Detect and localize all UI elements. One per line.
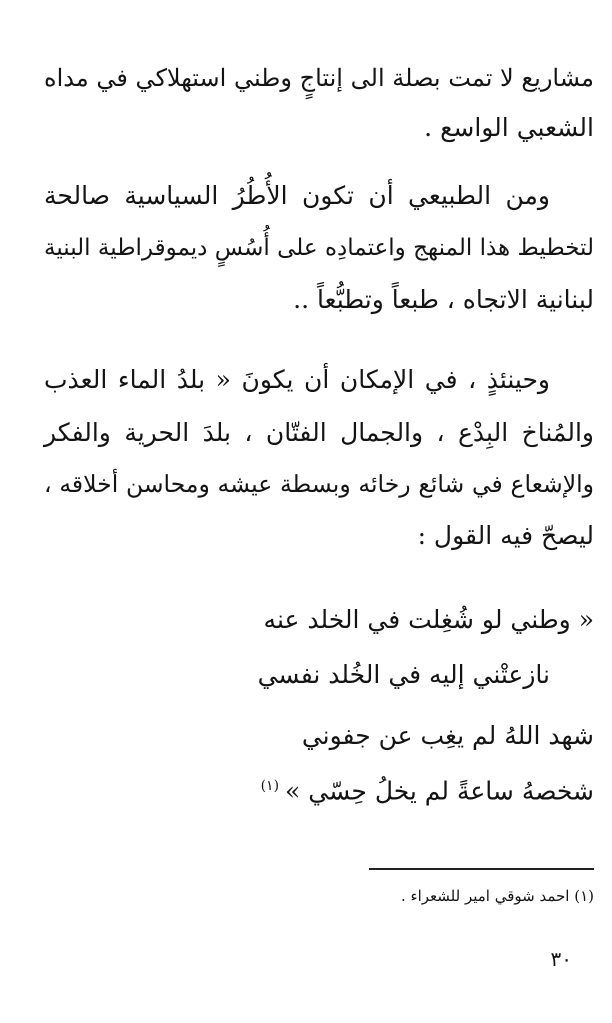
paragraph-1-line-1: مشاريع لا تمت بصلة الى إنتاجٍ وطني استهلاكي في مداه (44, 64, 594, 92)
poem-verse-1: « وطني لو شُغِلت في الخلد عنه (263, 605, 594, 634)
paragraph-2-line-2: لتخطيط هذا المنهج واعتمادِه على أُسُسٍ ديموقراطية البنية (44, 235, 594, 261)
paragraph-3-line-2: والمُناخ البِدْع ، والجمال الفتّان ، بلدَ الحرية والفكر (44, 418, 594, 447)
page-number: ٣٠ (550, 947, 572, 971)
paragraph-1-line-2: الشعبي الواسع . (424, 113, 594, 142)
footnote-divider (369, 868, 594, 870)
poem-verse-4 (44, 766, 594, 811)
paragraph-3-line-1: وحينئذٍ ، في الإمكان أن يكونَ « بلدُ الماء العذب (44, 365, 550, 394)
poem-verse-3: شهد اللهُ لم يغِب عن جفوني (301, 721, 594, 750)
paragraph-2-line-1: ومن الطبيعي أن تكون الأُطُرُ السياسية صالحة (44, 181, 550, 210)
poem-verse-4-text: شخصهُ ساعةً لم يخلُ حِسّي » (285, 776, 594, 806)
footnote: (١) احمد شوقي امير للشعراء . (400, 887, 594, 905)
footnote-reference: (١) (260, 778, 280, 794)
poem-verse-2: نازعتْني إليه في الخُلد نفسي (257, 660, 550, 689)
paragraph-3-line-3: والإشعاع في شائع رخائه وبسطة عيشه ومحاسن أخلاقه ، (44, 470, 594, 498)
paragraph-3-line-4: ليصحّ فيه القول : (417, 521, 594, 550)
paragraph-2-line-3: لبنانية الاتجاه ، طبعاً وتطبُّعاً .. (293, 285, 594, 314)
